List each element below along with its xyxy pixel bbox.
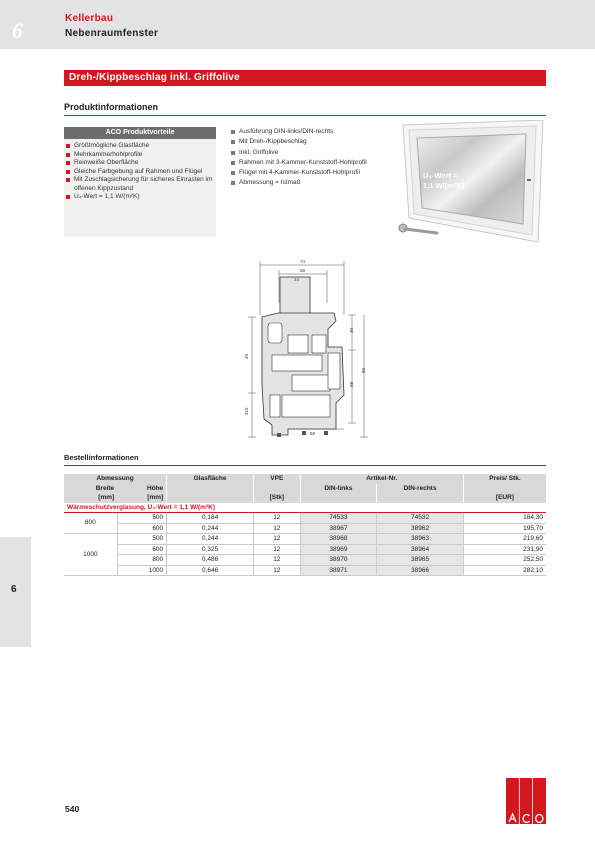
page-header: [0, 0, 595, 49]
order-table: [64, 474, 546, 576]
chapter-title: Kellerbau: [65, 13, 114, 24]
col-din-rechts: DIN-rechts: [377, 484, 464, 494]
product-info-title: Produktinformationen: [64, 102, 158, 112]
cell-din-links: 38967: [300, 523, 377, 534]
cell-vpe: 12: [253, 534, 300, 545]
chapter-side-tab: [0, 537, 31, 647]
table-row: [64, 534, 546, 545]
photo-caption-line1: U₄-Wert =: [423, 171, 458, 180]
table-row: [64, 565, 546, 576]
feature-item: Abmessung = Istmaß: [229, 178, 379, 188]
unit-hoehe: [mm]: [117, 493, 167, 503]
side-tab-number: 6: [11, 584, 17, 595]
cell-glasflaeche: 0,325: [167, 544, 254, 555]
cell-hoehe: 600: [117, 523, 167, 534]
cell-din-links: 74533: [300, 513, 377, 524]
product-banner: [64, 70, 546, 86]
cell-vpe: 12: [253, 513, 300, 524]
cell-preis: 282,10: [463, 565, 546, 576]
advantage-item: Reinweiße Oberfläche: [64, 159, 214, 168]
cell-glasflaeche: 0,486: [167, 555, 254, 566]
cell-hoehe: 500: [117, 534, 167, 545]
cell-vpe: 12: [253, 523, 300, 534]
dim-58-top: 58: [300, 268, 306, 273]
cell-preis: 231,90: [463, 544, 546, 555]
dim-24: 24: [294, 277, 300, 282]
section-rule: [64, 115, 546, 116]
feature-item: Rahmen mit 3-Kammer-Kunststoff-Hohlprofil: [229, 158, 379, 168]
unit-vpe: [Stk]: [253, 493, 300, 503]
advantages-title: ACO Produktvorteile: [64, 127, 216, 139]
dim-86: 86: [361, 367, 366, 373]
cell-glasflaeche: 0,244: [167, 523, 254, 534]
col-abmessung: Abmessung: [64, 474, 167, 484]
cell-din-rechts: 38965: [377, 555, 464, 566]
dim-49: 49: [244, 353, 249, 359]
product-title: Dreh-/Kippbeschlag inkl. Griffolive: [69, 72, 240, 83]
cell-din-links: 38968: [300, 534, 377, 545]
table-row: [64, 523, 546, 534]
dim-74: 74: [300, 259, 306, 264]
cell-din-links: 38970: [300, 555, 377, 566]
col-preis: Preis/ Stk.: [463, 474, 546, 493]
cell-din-rechts: 38963: [377, 534, 464, 545]
aco-logo: [506, 778, 546, 824]
cell-vpe: 12: [253, 544, 300, 555]
advantage-item: Mehrkammerhohlprofile: [64, 151, 214, 160]
feature-item: Flügel mit 4-Kammer-Kunststoff-Hohlprofil: [229, 168, 379, 178]
cell-glasflaeche: 0,244: [167, 534, 254, 545]
feature-item: Inkl. Griffolive: [229, 148, 379, 158]
cell-preis: 195,70: [463, 523, 546, 534]
cell-vpe: 12: [253, 565, 300, 576]
cell-preis: 252,50: [463, 555, 546, 566]
cell-preis: 184,30: [463, 513, 546, 524]
cell-hoehe: 500: [117, 513, 167, 524]
col-hoehe: Höhe: [117, 484, 167, 494]
dim-58-bottom: 58: [310, 431, 316, 436]
feature-item: Ausführung DIN-links/DIN-rechts: [229, 127, 379, 137]
dim-315: 315: [244, 407, 249, 415]
feature-item: Mit Dreh-/Kippbeschlag: [229, 137, 379, 147]
order-info-title: Bestellinformationen: [64, 453, 139, 462]
cell-din-links: 38971: [300, 565, 377, 576]
cell-breite: 800: [64, 513, 117, 534]
handle-olive: [399, 224, 437, 233]
profile-drawing: [232, 255, 382, 445]
advantage-item: Mit Zuschlagsicherung für sicheres Einrasten im offenen Kippzustand: [64, 176, 214, 193]
col-breite: Breite: [64, 484, 117, 494]
table-row: [64, 555, 546, 566]
table-row: [64, 544, 546, 555]
cell-hoehe: 600: [117, 544, 167, 555]
advantage-item: U₄-Wert = 1,1 W/(m²K): [64, 193, 214, 202]
order-rule: [64, 465, 546, 466]
cell-din-rechts: 38964: [377, 544, 464, 555]
dim-68: 68: [349, 381, 354, 387]
cell-din-links: 38969: [300, 544, 377, 555]
cell-din-rechts: 38962: [377, 523, 464, 534]
chapter-subtitle: Nebenraumfenster: [65, 28, 159, 39]
cell-glasflaeche: 0,646: [167, 565, 254, 576]
col-glasflaeche: Glasfläche: [167, 474, 254, 503]
table-row: [64, 513, 546, 524]
unit-breite: [mm]: [64, 493, 117, 503]
cell-din-rechts: 38966: [377, 565, 464, 576]
cell-hoehe: 1000: [117, 565, 167, 576]
features-list: [229, 127, 379, 189]
cell-preis: 219,60: [463, 534, 546, 545]
col-vpe: VPE: [253, 474, 300, 484]
advantage-item: Gleiche Farbgebung auf Rahmen und Flügel: [64, 168, 214, 177]
col-din-links: DIN-links: [300, 484, 377, 494]
advantages-list: [64, 139, 216, 202]
cell-glasflaeche: 0,184: [167, 513, 254, 524]
col-artikel: Artikel-Nr.: [300, 474, 463, 484]
dim-30: 30: [349, 327, 354, 333]
page-number: 540: [65, 804, 80, 814]
unit-preis: [EUR]: [463, 493, 546, 503]
group-label: Wärmeschutzverglasung, U₄-Wert = 1,1 W/(m²K): [64, 503, 546, 513]
cell-hoehe: 800: [117, 555, 167, 566]
advantages-box: [64, 127, 216, 237]
chapter-number: 6: [12, 18, 23, 43]
advantage-item: Größtmögliche Glasfläche: [64, 142, 214, 151]
photo-caption-line2: 1,1 W/(m²K): [423, 181, 465, 190]
cell-din-rechts: 74532: [377, 513, 464, 524]
window-photo: [395, 120, 546, 253]
cell-breite: 1000: [64, 534, 117, 576]
cell-vpe: 12: [253, 555, 300, 566]
